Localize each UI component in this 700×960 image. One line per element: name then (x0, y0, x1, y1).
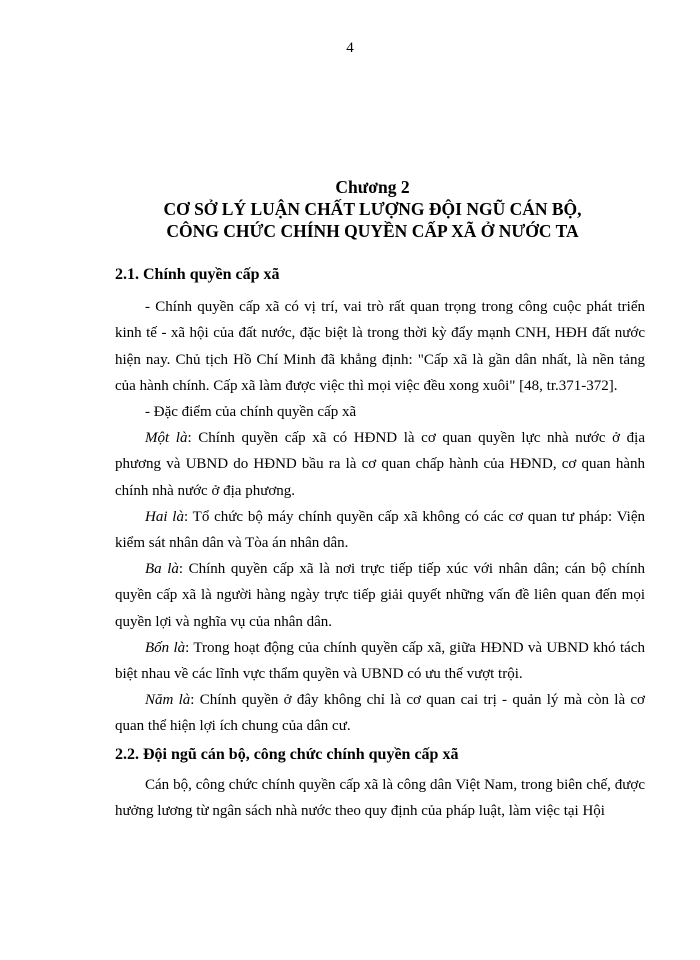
page-number: 4 (346, 40, 354, 56)
item-lead: Hai là (145, 508, 184, 525)
list-item (115, 687, 645, 739)
paragraph: Cán bộ, công chức chính quyền cấp xã là công dân Việt Nam, trong biên chế, được hưởng lương từ ngân sách nhà nước theo quy định của pháp luật, làm việc tại Hội (115, 776, 645, 820)
item-lead: Ba là (145, 561, 179, 578)
item-text: : Trong hoạt động của chính quyền cấp xã, giữa HĐND và UBND khó tách biệt nhau về các lĩnh vực thẩm quyền và UBND có ưu thế vượt trội. (115, 639, 645, 683)
paragraph: - Đặc điểm của chính quyền cấp xã (145, 404, 357, 421)
chapter-label: Chương 2 (335, 177, 410, 197)
section-1 (115, 262, 645, 824)
chapter-title-line-2: CÔNG CHỨC CHÍNH QUYỀN CẤP XÃ Ở NƯỚC TA (166, 221, 579, 241)
chapter-title-block (100, 176, 645, 242)
list-item (115, 556, 645, 635)
list-item (115, 504, 645, 556)
item-text: : Tổ chức bộ máy chính quyền cấp xã không có các cơ quan tư pháp: Viện kiểm sát nhân dân và Tòa án nhân dân. (115, 508, 645, 552)
item-lead: Một là (145, 430, 188, 447)
list-item (115, 425, 645, 504)
item-text: : Chính quyền cấp xã có HĐND là cơ quan quyền lực nhà nước ở địa phương và UBND do HĐND bầu ra là cơ quan chấp hành của HĐND, cơ quan hành chính nhà nước ở địa phương. (115, 430, 645, 499)
item-lead: Năm là (145, 692, 191, 709)
item-text: : Chính quyền ở đây không chỉ là cơ quan cai trị - quản lý mà còn là cơ quan thể hiện lợi ích chung của dân cư. (115, 692, 645, 735)
section-heading: 2.1. Chính quyền cấp xã (115, 266, 280, 283)
chapter-title-line-1: CƠ SỞ LÝ LUẬN CHẤT LƯỢNG ĐỘI NGŨ CÁN BỘ, (163, 199, 582, 219)
section-heading: 2.2. Đội ngũ cán bộ, công chức chính quyền cấp xã (115, 745, 459, 763)
item-text: : Chính quyền cấp xã là nơi trực tiếp tiếp xúc với nhân dân; cán bộ chính quyền cấp xã là người hàng ngày trực tiếp giải quyết những vấn đề liên quan đến mọi quyền lợi và nghĩa vụ của nhân dân. (115, 561, 645, 630)
item-lead: Bốn là (145, 639, 186, 656)
paragraph: - Chính quyền cấp xã có vị trí, vai trò rất quan trọng trong công cuộc phát triển kinh tế - xã hội của đất nước, đặc biệt là trong thời kỳ đẩy mạnh CNH, HĐH đất nước hiện nay. Chủ tịch Hồ Chí Minh đã khẳng định: "Cấp xã là gần dân nhất, là nền tảng của hành chính. Cấp xã làm được việc thì mọi việc đều xong xuôi" [48, tr.371-372]. (115, 299, 645, 394)
list-item (115, 635, 645, 687)
